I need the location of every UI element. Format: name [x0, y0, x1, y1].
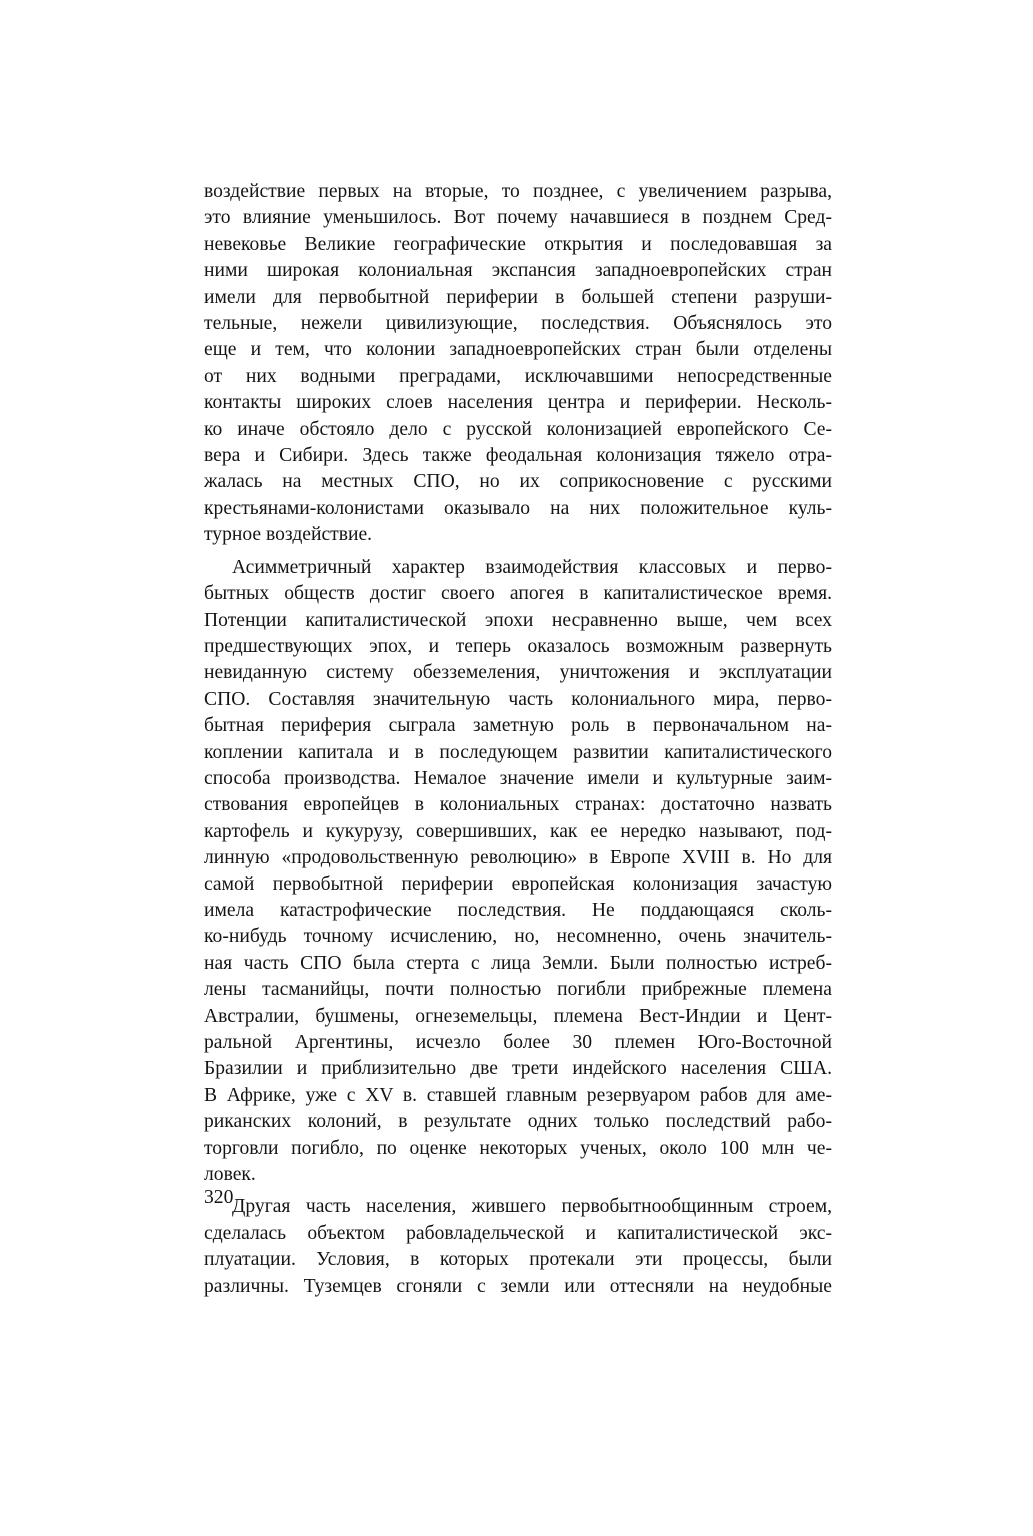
text-line: имела катастрофические последствия. Не поддающаяся сколь- — [204, 899, 832, 921]
text-line: картофель и кукурузу, совершивших, как ее нередко называют, под- — [204, 820, 832, 842]
text-line: В Африке, уже с XV в. ставшей главным резервуаром рабов для аме- — [204, 1084, 832, 1106]
text-line: СПО. Составляя значительную часть колониального мира, перво- — [204, 688, 832, 710]
text-line: Асимметричный характер взаимодействия классовых и перво- — [232, 556, 832, 578]
text-line: Бразилии и приблизительно две трети индейского населения США. — [204, 1058, 832, 1080]
text-line: ко-нибудь точному исчислению, но, несомненно, очень значитель- — [204, 926, 832, 948]
paragraph — [204, 555, 832, 1189]
text-line: лены тасманийцы, почти полностью погибли прибрежные племена — [204, 979, 832, 1001]
text-line: от них водными преградами, исключавшими непосредственные — [204, 365, 832, 387]
text-line: контакты широких слоев населения центра и периферии. Несколь- — [204, 392, 832, 414]
text-line: различны. Туземцев сгоняли с земли или оттесняли на неудобные — [204, 1275, 832, 1297]
text-line: предшествующих эпох, и теперь оказалось возможным развернуть — [204, 635, 832, 657]
text-line: сделалась объектом рабовладельческой и капиталистической экс- — [204, 1222, 832, 1244]
text-line: это влияние уменьшилось. Вот почему начавшиеся в позднем Сред- — [204, 207, 832, 229]
text-line: ствования европейцев в колониальных странах: достаточно назвать — [204, 794, 832, 816]
body-text — [204, 179, 832, 1306]
text-line: невековье Великие географические открытия и последовавшая за — [204, 233, 832, 255]
text-line: коплении капитала и в последующем развитии капиталистического — [204, 741, 832, 763]
text-line: невиданную систему обезземеления, уничтожения и эксплуатации — [204, 662, 832, 684]
text-line: бытных обществ достиг своего апогея в капиталистическое время. — [204, 583, 832, 605]
text-line: ральной Аргентины, исчезло более 30 племен Юго-Восточной — [204, 1032, 832, 1053]
text-line: бытная периферия сыграла заметную роль в первоначальном на- — [204, 715, 832, 737]
text-line: турное воздействие. — [204, 524, 373, 546]
text-line: самой первобытной периферии европейская колонизация зачастую — [204, 873, 832, 895]
text-line: риканских колоний, в результате одних только последствий рабо- — [204, 1111, 832, 1133]
text-line: торговли погибло, по оценке некоторых ученых, около 100 млн че- — [204, 1137, 832, 1159]
paragraph — [204, 179, 832, 549]
text-line: вера и Сибири. Здесь также феодальная колонизация тяжело отра- — [204, 445, 832, 467]
text-line: способа производства. Немалое значение имели и культурные заим- — [204, 767, 832, 789]
text-line: Другая часть населения, жившего первобытнообщинным строем, — [232, 1196, 832, 1218]
text-line: ловек. — [204, 1164, 256, 1186]
text-line: имели для первобытной периферии в большей степени разруши- — [204, 286, 832, 308]
text-line: ко иначе обстояло дело с русской колонизацией европейского Се- — [204, 418, 832, 440]
text-line: Австралии, бушмены, огнеземельцы, племена Вест-Индии и Цент- — [204, 1005, 832, 1027]
text-line: крестьянами-колонистами оказывало на них положительное куль- — [204, 497, 832, 519]
paragraph — [204, 1194, 832, 1300]
text-line: линную «продовольственную революцию» в Европе XVIII в. Но для — [204, 847, 832, 869]
text-line: воздействие первых на вторые, то позднее, с увеличением разрыва, — [204, 181, 832, 202]
text-line: еще и тем, что колонии западноевропейских стран были отделены — [204, 339, 832, 361]
text-line: жалась на местных СПО, но их соприкосновение с русскими — [204, 471, 832, 493]
text-line: ними широкая колониальная экспансия западноевропейских стран — [204, 260, 832, 282]
text-line: Потенции капиталистической эпохи несравненно выше, чем всех — [204, 609, 832, 631]
text-line: плуатации. Условия, в которых протекали эти процессы, были — [204, 1249, 832, 1271]
text-line: тельные, нежели цивилизующие, последствия. Объяснялось это — [204, 313, 832, 335]
text-line: ная часть СПО была стерта с лица Земли. Были полностью истреб- — [204, 952, 832, 974]
page-number: 320 — [204, 1187, 234, 1208]
